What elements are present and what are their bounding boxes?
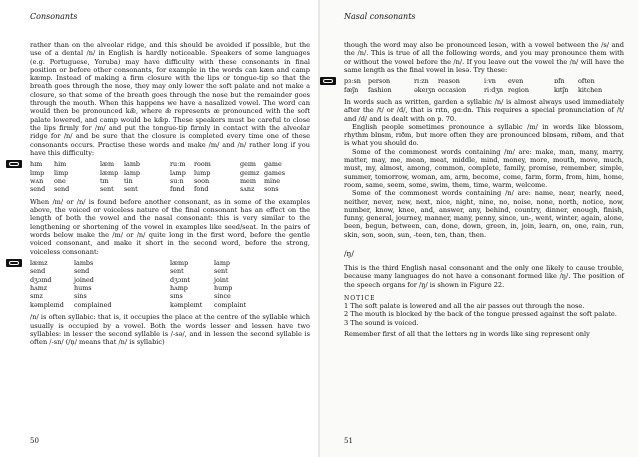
word: game xyxy=(264,160,282,169)
word-drill xyxy=(30,259,310,309)
word: reason xyxy=(438,77,460,86)
section-title: /ŋ/ xyxy=(344,249,354,259)
paragraph: In words such as written, garden a syllabic /n/ is almost always used immediately after the /t/ or /d/, that is rɪtn, gɑːdn. This requires a special pronunciation of /t/ and /d/ and is dealt with on p. 70. xyxy=(344,98,624,123)
word: fashion xyxy=(368,85,392,94)
word: lump xyxy=(194,168,211,177)
paragraph: rather than on the alveolar ridge, and this should be avoided if possible, but the use of a dental /n/ in English is hardly noticeable. Speakers of some languages (e.g. Portuguese, Yoruba) may have difficulty with these consonants in final position or before other consonants, for example in the words can kæn and camp kæmp. Instead of making a firm closure with the lips or tongue-tip so that the breath goes through the nose, they may only lower the soft palate and not make a closure, so that some of the breath goes through the nose but the remainder goes through the mouth. When this happens we have a nasalized vowel. The word can would then be pronounced kæ̃, where æ̃ represents æ pronounced with the soft palate lowered, and camp would be kæ̃p. These speakers must be careful to close the lips firmly for /m/ and put the tongue-tip firmly in contact with the alveolar ridge for /n/ and be sure that the closure is completed every time one of these consonants occurs. Practise these words and make /m/ and /n/ rather long if you have this difficulty: xyxy=(30,41,310,157)
word: kitchen xyxy=(578,85,603,94)
word: joint xyxy=(214,275,229,284)
notice-item: 3 The sound is voiced. xyxy=(344,318,419,327)
phonetic: fɒnd xyxy=(170,185,185,194)
word: joined xyxy=(74,275,94,284)
word: even xyxy=(508,77,524,86)
word: sins xyxy=(74,292,87,301)
paragraph: English people sometimes pronounce a syllabic /m/ in words like blossom, rhythm blɒsm, rɪðm, but more often they are pronounced blɒsəm, rɪðəm, and that is what you should do. xyxy=(344,122,624,148)
phonetic: meɪn xyxy=(240,176,257,185)
phonetic: wʌn xyxy=(30,176,44,185)
phonetic: læmp xyxy=(100,168,119,177)
word: lamb xyxy=(124,160,141,169)
phonetic: hɪm xyxy=(30,160,43,169)
drill-row xyxy=(30,267,310,275)
word: send xyxy=(54,185,70,194)
word: fond xyxy=(194,185,209,194)
phonetic: suːn xyxy=(170,176,184,185)
phonetic: kəmpleɪnt xyxy=(170,300,203,309)
phonetic: ruːm xyxy=(170,160,186,169)
drill-row xyxy=(30,301,310,309)
word: tin xyxy=(124,176,133,185)
word: occasion xyxy=(438,85,467,94)
word: limp xyxy=(54,168,69,177)
word: him xyxy=(54,160,67,169)
word: sons xyxy=(264,185,279,194)
word-drill xyxy=(30,160,310,194)
phonetic: geɪmz xyxy=(240,168,260,177)
phonetic: læm xyxy=(100,160,115,169)
phonetic: send xyxy=(30,185,46,194)
phonetic: kəmpleɪnd xyxy=(30,300,64,309)
page-number: 50 xyxy=(30,437,39,445)
drill-row xyxy=(30,259,310,267)
phonetic: hʌmz xyxy=(30,284,48,293)
left-page xyxy=(0,0,318,457)
word: complained xyxy=(74,300,112,309)
running-head: Nasal consonants xyxy=(344,12,416,21)
word: lamp xyxy=(214,258,231,267)
paragraph: When /m/ or /n/ is found before another consonant, as in some of the examples above, the voiced or voiceless nature of the final consonant has an effect on the length of both the vowel and the nasal consonant: this is very similar to the lengthening or shortening of the vowel in examples like seed/seat. In the pairs of words below make the /m/ or /n/ quite long in the first word, before the gentle voiced consonant, and make it short in the second word, before the strong, voiceless consonant: xyxy=(30,197,310,256)
phonetic: sʌnz xyxy=(240,185,255,194)
drill-row xyxy=(344,77,624,85)
phonetic: hʌmp xyxy=(170,284,188,293)
word: mine xyxy=(264,176,281,185)
notice-item: 2 The mouth is blocked by the back of the tongue pressed against the soft palate. xyxy=(344,310,617,319)
paragraph: /n/ is often syllabic: that is, it occupies the place at the centre of the syllable which usually is occupied by a vowel. Both the words lesser and lessen have two syllables: in lesser the second syllable is /-sə/, and in lessen the second syllable is often /-sn/ (/n̩/ means that /n/ is syllabic) xyxy=(30,313,310,347)
phonetic: sent xyxy=(170,267,184,276)
phonetic: ɒfn xyxy=(554,77,565,86)
phonetic: læmz xyxy=(30,258,48,267)
paragraph: Remember first of all that the letters ng in words like sing represent only xyxy=(344,329,590,338)
notice-item: 1 The soft palate is lowered and all the air passes out through the nose. xyxy=(344,301,585,310)
phonetic: lɪmp xyxy=(30,168,45,177)
drill-row xyxy=(344,86,624,94)
cassette-icon xyxy=(6,259,22,267)
paragraph: Some of the commonest words containing /m/ are: make, man, many, marry, matter, may, me, mean, meat, middle, mind, money, more, mouth, move, much, must, my, almost, among, common, complete, family, promise, remember, simple, summer, tomorrow, woman, am, arm, become, come, farm, form, from, him, home, room, same, seem, some, swim, them, time, warm, welcome. xyxy=(344,147,624,189)
drill-row xyxy=(30,284,310,292)
word: hums xyxy=(74,284,92,293)
notice-heading: NOTICE xyxy=(344,294,376,302)
cassette-icon xyxy=(6,160,22,168)
word: region xyxy=(508,85,529,94)
word: sent xyxy=(124,185,138,194)
phonetic: kɪtʃn xyxy=(554,85,569,94)
running-head: Consonants xyxy=(30,12,78,21)
paragraph: This is the third English nasal consonant and the only one likely to cause trouble, because many languages do not have a consonant formed like /ŋ/. The position of the speech organs for /ŋ/ is shown in Figure 22. xyxy=(344,264,624,289)
word: lamp xyxy=(124,168,141,177)
phonetic: dʒɔɪnd xyxy=(30,275,52,284)
phonetic: iːvn xyxy=(484,77,496,86)
page-number: 51 xyxy=(344,437,353,445)
notice-list xyxy=(344,302,624,327)
word: soon xyxy=(194,176,210,185)
phonetic: dʒɔɪnt xyxy=(170,275,191,284)
phonetic: geɪm xyxy=(240,160,256,169)
word: room xyxy=(194,160,211,169)
phonetic: pɜːsn xyxy=(344,77,361,86)
phonetic: sɪns xyxy=(170,292,183,301)
word: games xyxy=(264,168,286,177)
phonetic: riːdʒn xyxy=(484,85,504,94)
word: person xyxy=(368,77,391,86)
drill-row xyxy=(30,160,310,168)
phonetic: əkeɪʒn xyxy=(414,85,436,94)
word: lambs xyxy=(74,258,94,267)
phonetic: rɪːzn xyxy=(414,77,429,86)
word: hump xyxy=(214,284,233,293)
right-page xyxy=(320,0,638,457)
phonetic: fæʃn xyxy=(344,85,359,94)
word: since xyxy=(214,292,231,301)
word: complaint xyxy=(214,300,247,309)
phonetic: tɪn xyxy=(100,176,109,185)
phonetic: sent xyxy=(100,185,114,194)
word-drill xyxy=(344,77,624,94)
word: send xyxy=(74,267,90,276)
drill-row xyxy=(30,169,310,177)
phonetic: læmp xyxy=(170,258,189,267)
cassette-icon xyxy=(320,77,336,85)
drill-row xyxy=(30,276,310,284)
drill-row xyxy=(30,292,310,300)
phonetic: sɪnz xyxy=(30,292,43,301)
word: sent xyxy=(214,267,228,276)
drill-row xyxy=(30,185,310,193)
drill-row xyxy=(30,177,310,185)
phonetic: send xyxy=(30,267,46,276)
paragraph: though the word may also be pronounced lesən, with a vowel between the /s/ and the /n/. This is true of all the following words, and you may pronounce them with or without the vowel before the /n/. If you leave out the vowel the /n/ will have the same length as the final vowel in lesə. Try these: xyxy=(344,41,624,74)
paragraph: Some of the commonest words containing /n/ are: name, near, nearly, need, neither, never, new, next, nice, night, nine, no, noise, none, north, notice, now, number, know, knee, and, answer, any, behind, country, dinner, enough, finish, funny, general, journey, manner, many, penny, since, un-, went, winter, again, alone, been, begun, between, can, done, down, green, in, join, learn, on, one, rain, run, skin, son, soon, sun, -teen, ten, than, then. xyxy=(344,189,624,239)
phonetic: lʌmp xyxy=(170,168,186,177)
word: often xyxy=(578,77,595,86)
word: one xyxy=(54,176,66,185)
